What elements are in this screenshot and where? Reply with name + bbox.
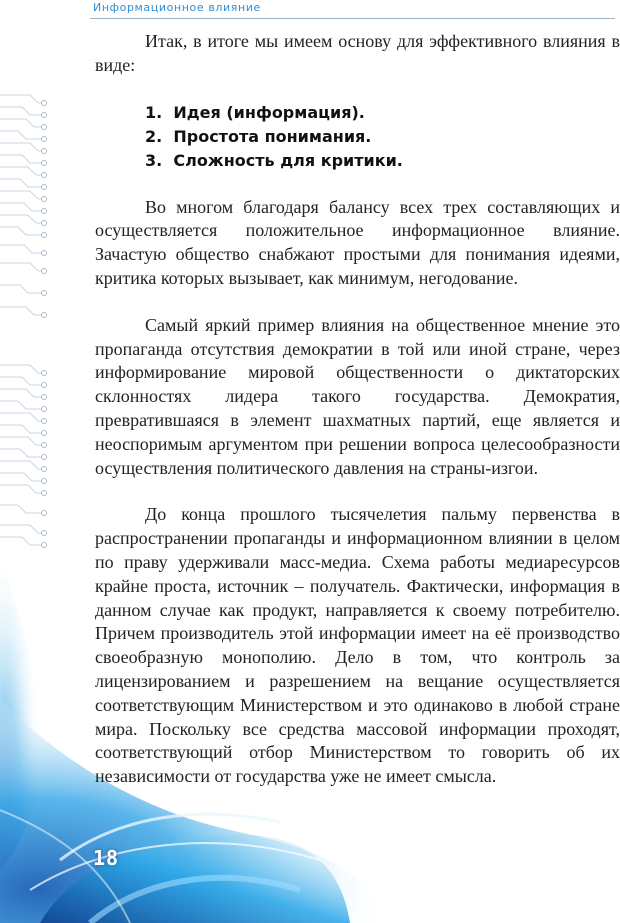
body-paragraph: До конца прошлого тысячелетия пальму первенства в распространении пропаганды и информационном влиянии в целом по праву удерживали масс-медиа. Схема работы медиаресурсов крайне проста, источник – получатель. Фактически, информация в данном случае как продукт, направляется к своему потребителю. Причем производитель этой информации имеет на её производство своеобразную монополию. Дело в том, что контроль за лицензированием и разрешением на вещание осуществляется соответствующим Министерством и это одинаково в любой стране мира. Поскольку все средства массовой информации проходят, соответствующий отбор Министерством то говорить об их независимости от государства уже не имеет смысла. (95, 504, 620, 787)
intro-paragraph: Итак, в итоге мы имеем основу для эффективного влияния в виде: (95, 31, 620, 75)
body-paragraph: Во многом благодаря балансу всех трех составляющих и осуществляется положительное информационное влияние. Зачастую общество снабжают простыми для понимания идеями, критика которых вызывает, как минимум, негодование. (95, 196, 620, 288)
circuit-decoration (0, 85, 60, 575)
list-item: 1. Идея (информация). (145, 102, 365, 122)
page-content (95, 30, 620, 789)
list-item: 2. Простота понимания. (145, 126, 372, 146)
running-head: Информационное влияние (93, 1, 261, 14)
page-number: 18 (93, 846, 120, 870)
key-points-list (95, 101, 620, 173)
header-rule (90, 18, 615, 19)
list-item: 3. Сложность для критики. (145, 150, 403, 170)
body-paragraph: Самый яркий пример влияния на общественное мнение это пропаганда отсутствия демократии в той или иной стране, через информирование мировой общественности о диктаторских склонностях лидера такого государства. Демократия, превратившаяся в элемент шахматных партий, еще является и неоспоримым аргументом при решении вопроса целесообразности осуществления политического давления на страны-изгои. (95, 314, 620, 478)
